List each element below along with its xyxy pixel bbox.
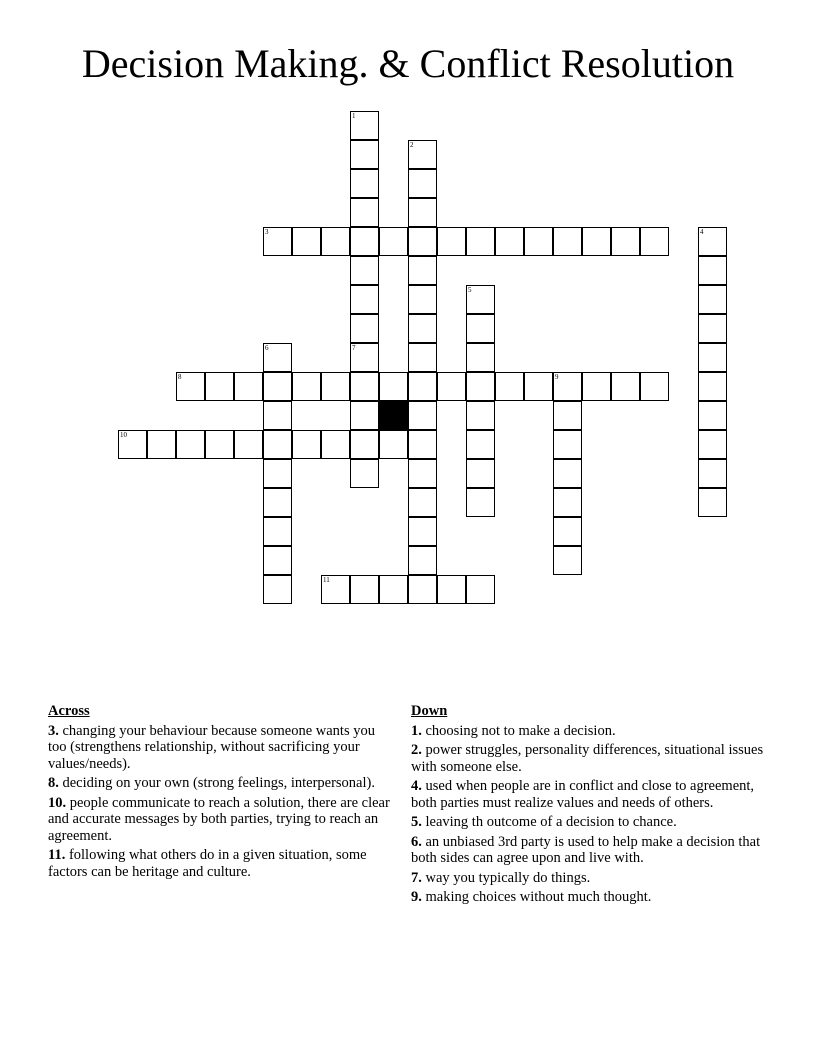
across-clues	[48, 703, 393, 883]
crossword-cell[interactable]	[263, 575, 292, 604]
crossword-cell[interactable]	[408, 459, 437, 488]
crossword-cell[interactable]	[553, 227, 582, 256]
clue-number: 2.	[411, 742, 422, 758]
crossword-cell[interactable]	[350, 343, 379, 372]
crossword-cell[interactable]	[495, 372, 524, 401]
crossword-cell[interactable]	[350, 401, 379, 430]
clue-number-label: 11	[323, 576, 330, 584]
page-title: Decision Making. & Conflict Resolution	[81, 41, 735, 86]
crossword-cell[interactable]	[350, 575, 379, 604]
crossword-cell[interactable]	[466, 430, 495, 459]
crossword-cell[interactable]	[408, 517, 437, 546]
clue-number-label: 4	[700, 228, 704, 236]
crossword-cell[interactable]	[640, 372, 669, 401]
clue-number: 8.	[48, 775, 59, 791]
crossword-cell[interactable]	[524, 227, 553, 256]
clue-text: way you typically do things.	[421, 869, 591, 886]
crossword-cell[interactable]	[408, 227, 437, 256]
crossword-cell[interactable]	[350, 314, 379, 343]
crossword-cell[interactable]	[263, 517, 292, 546]
crossword-cell[interactable]	[263, 430, 292, 459]
clue-number-label: 6	[265, 344, 269, 352]
clue-across-10	[48, 795, 393, 845]
crossword-cell[interactable]	[321, 575, 350, 604]
crossword-cell[interactable]	[350, 111, 379, 140]
clue-text: changing your behaviour because someone wants you too (strengthens relationship, without sacrificing your values/needs).	[48, 722, 375, 772]
crossword-cell[interactable]	[408, 546, 437, 575]
down-heading: Down	[411, 703, 448, 719]
clue-text: following what others do in a given situation, some factors can be heritage and culture.	[48, 847, 367, 880]
crossword-cell[interactable]	[379, 372, 408, 401]
clue-number-label: 7	[352, 344, 356, 352]
crossword-cell[interactable]	[118, 430, 147, 459]
clue-text: choosing not to make a decision.	[421, 722, 616, 739]
clue-down-5	[411, 814, 771, 831]
clue-number-label: 8	[178, 373, 182, 381]
clue-text: power struggles, personality differences, situational issues with someone else.	[411, 742, 764, 775]
blocked-cell	[379, 401, 408, 430]
crossword-cell[interactable]	[408, 314, 437, 343]
clue-number: 6.	[411, 833, 422, 850]
crossword-cell[interactable]	[495, 227, 524, 256]
crossword-cell[interactable]	[582, 372, 611, 401]
crossword-cell[interactable]	[408, 430, 437, 459]
clue-number-label: 10	[120, 431, 127, 439]
clue-text: leaving th outcome of a decision to chance.	[421, 814, 677, 830]
crossword-cell[interactable]	[263, 372, 292, 401]
crossword-cell[interactable]	[553, 488, 582, 517]
crossword-cell[interactable]	[292, 227, 321, 256]
crossword-cell[interactable]	[176, 372, 205, 401]
clue-number-label: 9	[555, 373, 559, 381]
clue-number-label: 5	[468, 286, 472, 294]
crossword-cell[interactable]	[263, 546, 292, 575]
crossword-cell[interactable]	[553, 517, 582, 546]
crossword-cell[interactable]	[379, 430, 408, 459]
crossword-cell[interactable]	[263, 227, 292, 256]
crossword-cell[interactable]	[437, 372, 466, 401]
clue-number: 4.	[411, 778, 422, 794]
crossword-cell[interactable]	[466, 343, 495, 372]
crossword-cell[interactable]	[408, 488, 437, 517]
crossword-cell[interactable]	[698, 314, 727, 343]
crossword-cell[interactable]	[466, 575, 495, 604]
crossword-cell[interactable]	[698, 488, 727, 517]
crossword-cell[interactable]	[408, 169, 437, 198]
crossword-cell[interactable]	[553, 430, 582, 459]
crossword-cell[interactable]	[234, 372, 263, 401]
crossword-cell[interactable]	[234, 430, 263, 459]
clue-text: deciding on your own (strong feelings, interpersonal).	[58, 775, 375, 791]
crossword-cell[interactable]	[466, 314, 495, 343]
clue-text: used when people are in conflict and close to agreement, both parties must realize values and needs of others.	[411, 778, 755, 811]
clue-across-3	[48, 723, 393, 773]
clue-down-9	[411, 889, 771, 906]
crossword-cell[interactable]	[582, 227, 611, 256]
crossword-cell[interactable]	[698, 430, 727, 459]
crossword-cell[interactable]	[698, 459, 727, 488]
crossword-cell[interactable]	[205, 430, 234, 459]
crossword-cell[interactable]	[698, 343, 727, 372]
clue-down-1	[411, 723, 771, 740]
crossword-cell[interactable]	[292, 430, 321, 459]
clue-text: an unbiased 3rd party is used to help make a decision that both sides can agree upon and live with.	[411, 833, 761, 866]
crossword-cell[interactable]	[350, 140, 379, 169]
crossword-cell[interactable]	[408, 343, 437, 372]
crossword-cell[interactable]	[205, 372, 234, 401]
crossword-cell[interactable]	[350, 285, 379, 314]
clue-down-4	[411, 778, 771, 811]
clue-text: people communicate to reach a solution, there are clear and accurate messages by both parties, trying to reach an agreement.	[48, 794, 390, 844]
crossword-cell[interactable]	[408, 285, 437, 314]
crossword-cell[interactable]	[321, 227, 350, 256]
clue-number-label: 1	[352, 112, 356, 120]
clue-text: making choices without much thought.	[421, 889, 652, 905]
crossword-cell[interactable]	[524, 372, 553, 401]
crossword-cell[interactable]	[553, 401, 582, 430]
crossword-cell[interactable]	[437, 227, 466, 256]
crossword-cell[interactable]	[350, 430, 379, 459]
crossword-cell[interactable]	[611, 372, 640, 401]
crossword-cell[interactable]	[698, 285, 727, 314]
crossword-cell[interactable]	[379, 227, 408, 256]
crossword-cell[interactable]	[553, 546, 582, 575]
crossword-cell[interactable]	[321, 430, 350, 459]
clue-number-label: 2	[410, 141, 414, 149]
down-clues	[411, 703, 771, 909]
clue-down-7	[411, 870, 771, 887]
crossword-cell[interactable]	[466, 459, 495, 488]
clue-number: 9.	[411, 889, 422, 905]
crossword-cell[interactable]	[321, 372, 350, 401]
crossword-cell[interactable]	[408, 256, 437, 285]
crossword-cell[interactable]	[698, 256, 727, 285]
crossword-cell[interactable]	[698, 227, 727, 256]
crossword-cell[interactable]	[350, 169, 379, 198]
crossword-cell[interactable]	[437, 575, 466, 604]
crossword-cell[interactable]	[176, 430, 205, 459]
crossword-cell[interactable]	[553, 459, 582, 488]
clue-number-label: 3	[265, 228, 269, 236]
crossword-cell[interactable]	[466, 285, 495, 314]
crossword-cell[interactable]	[350, 256, 379, 285]
clue-down-6	[411, 834, 771, 867]
crossword-cell[interactable]	[263, 488, 292, 517]
crossword-cell[interactable]	[408, 198, 437, 227]
crossword-cell[interactable]	[408, 401, 437, 430]
crossword-cell[interactable]	[350, 372, 379, 401]
crossword-cell[interactable]	[263, 401, 292, 430]
crossword-cell[interactable]	[640, 227, 669, 256]
crossword-cell[interactable]	[466, 227, 495, 256]
crossword-cell[interactable]	[466, 401, 495, 430]
crossword-cell[interactable]	[466, 372, 495, 401]
crossword-cell[interactable]	[350, 227, 379, 256]
clue-number: 1.	[411, 722, 422, 739]
clue-across-11	[48, 847, 393, 880]
crossword-cell[interactable]	[408, 372, 437, 401]
crossword-cell[interactable]	[553, 372, 582, 401]
crossword-cell[interactable]	[466, 488, 495, 517]
crossword-cell[interactable]	[292, 372, 321, 401]
crossword-cell[interactable]	[408, 140, 437, 169]
crossword-cell[interactable]	[350, 198, 379, 227]
crossword-cell[interactable]	[698, 401, 727, 430]
crossword-cell[interactable]	[147, 430, 176, 459]
crossword-cell[interactable]	[263, 459, 292, 488]
clue-across-8	[48, 775, 393, 792]
crossword-cell[interactable]	[408, 575, 437, 604]
across-heading: Across	[48, 703, 90, 719]
clue-number: 3.	[48, 722, 59, 739]
crossword-cell[interactable]	[350, 459, 379, 488]
clue-number: 11.	[48, 847, 66, 863]
clue-down-2	[411, 742, 771, 775]
clue-number: 10.	[48, 794, 67, 811]
clue-number: 7.	[411, 869, 422, 886]
crossword-cell[interactable]	[263, 343, 292, 372]
crossword-cell[interactable]	[379, 575, 408, 604]
crossword-cell[interactable]	[698, 372, 727, 401]
clue-number: 5.	[411, 814, 422, 830]
crossword-cell[interactable]	[611, 227, 640, 256]
